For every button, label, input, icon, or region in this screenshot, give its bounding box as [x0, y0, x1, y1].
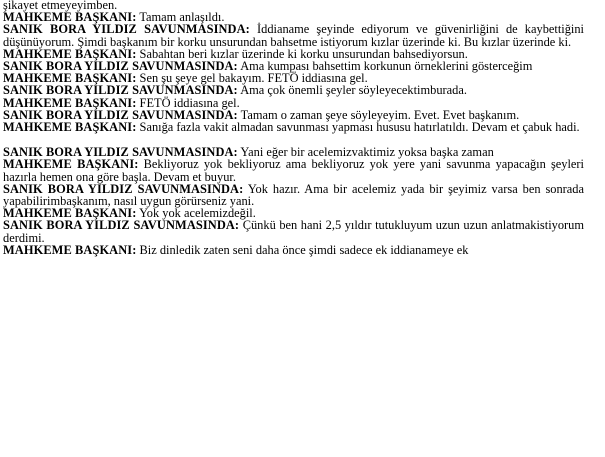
- speaker-label: MAHKEME BAŞKANI:: [3, 242, 137, 257]
- utterance-text: Biz dinledik zaten seni daha önce şimdi sadece ek iddianameye ek: [139, 242, 469, 257]
- utterance-text: Sabahtan beri kızlar üzerinde ki korku unsurundan bahsediyorsun.: [139, 46, 468, 61]
- transcript-paragraph: [3, 244, 584, 256]
- utterance-text: şikayet etmeyeyimben.: [3, 0, 118, 12]
- utterance-text: Tamam o zaman şeye söyleyeyim. Evet. Evet başkanım.: [240, 107, 520, 122]
- utterance-text: Ama çok önemli şeyler söyleyecektimburada.: [240, 83, 467, 98]
- speaker-label: MAHKEME BAŞKANI:: [3, 71, 137, 86]
- transcript-paragraph: [3, 183, 584, 207]
- speaker-label: MAHKEME BAŞKANI:: [3, 206, 137, 221]
- utterance-text: Çünkü ben hani 2,5 yıldır tutukluyum uzun uzun anlatmakistiyorum derdimi.: [3, 218, 584, 245]
- speaker-label: SANIK BORA YILDIZ SAVUNMASINDA:: [3, 83, 238, 98]
- speaker-label: MAHKEME BAŞKANI:: [3, 46, 137, 61]
- utterance-text: Yok hazır. Ama bir acelemiz yada bir şeyimiz varsa ben sonrada yapabilirimbaşkanım, nasıl uygun görürseniz yani.: [3, 181, 585, 209]
- transcript-paragraph: [3, 219, 584, 243]
- utterance-text: Bekliyoruz yok bekliyoruz ama bekliyoruz yok yere yani savunma yapacağın şeyleri hazırla hemen ona göre başla. Devam et buyur.: [3, 157, 584, 184]
- speaker-label: MAHKEME BAŞKANI:: [3, 95, 137, 110]
- speaker-label: SANIK BORA YILDIZ SAVUNMASINDA:: [3, 218, 240, 233]
- speaker-label: SANIK BORA YILDIZ SAVUNMASINDA:: [3, 22, 250, 37]
- speaker-label: MAHKEME BAŞKANI:: [3, 120, 137, 135]
- transcript-paragraph: [3, 23, 584, 47]
- utterance-text: Yani eğer bir acelemizvaktimiz yoksa başka zaman: [240, 145, 494, 160]
- speaker-label: SANIK BORA YILDIZ SAVUNMASINDA:: [3, 59, 238, 74]
- utterance-text: FETÖ iddiasına gel.: [139, 95, 240, 110]
- speaker-label: MAHKEME BAŞKANI:: [3, 157, 139, 172]
- transcript-document: [3, 0, 584, 256]
- utterance-text: İddianame şeyinde ediyorum ve güvenirliğini de kaybettiğini düşünüyorum. Şimdi başkanım bir korku unsurundan bahsetme istiyorum kızlar üzerinde ki. Bu kızlar üzerinde ki.: [3, 22, 584, 49]
- speaker-label: MAHKEME BAŞKANI:: [3, 10, 137, 25]
- transcript-paragraph: [3, 158, 584, 182]
- utterance-text: Tamam anlaşıldı.: [139, 10, 225, 25]
- speaker-label: SANIK BORA YILDIZ SAVUNMASINDA:: [3, 107, 238, 122]
- transcript-paragraph: [3, 121, 584, 133]
- utterance-text: Sanığa fazla vakit almadan savunması yapması hususu hatırlatıldı. Devam et çabuk hadi.: [139, 120, 580, 135]
- utterance-text: Yok yok acelemizdeğil.: [139, 206, 256, 221]
- speaker-label: SANIK BORA YILDIZ SAVUNMASINDA:: [3, 181, 244, 196]
- utterance-text: Ama kumpası bahsettim korkunun örneklerini gösterceğim: [240, 59, 533, 74]
- speaker-label: SANIK BORA YILDIZ SAVUNMASINDA:: [3, 145, 238, 160]
- utterance-text: Sen şu şeye gel bakayım. FETÖ iddiasına gel.: [139, 71, 368, 86]
